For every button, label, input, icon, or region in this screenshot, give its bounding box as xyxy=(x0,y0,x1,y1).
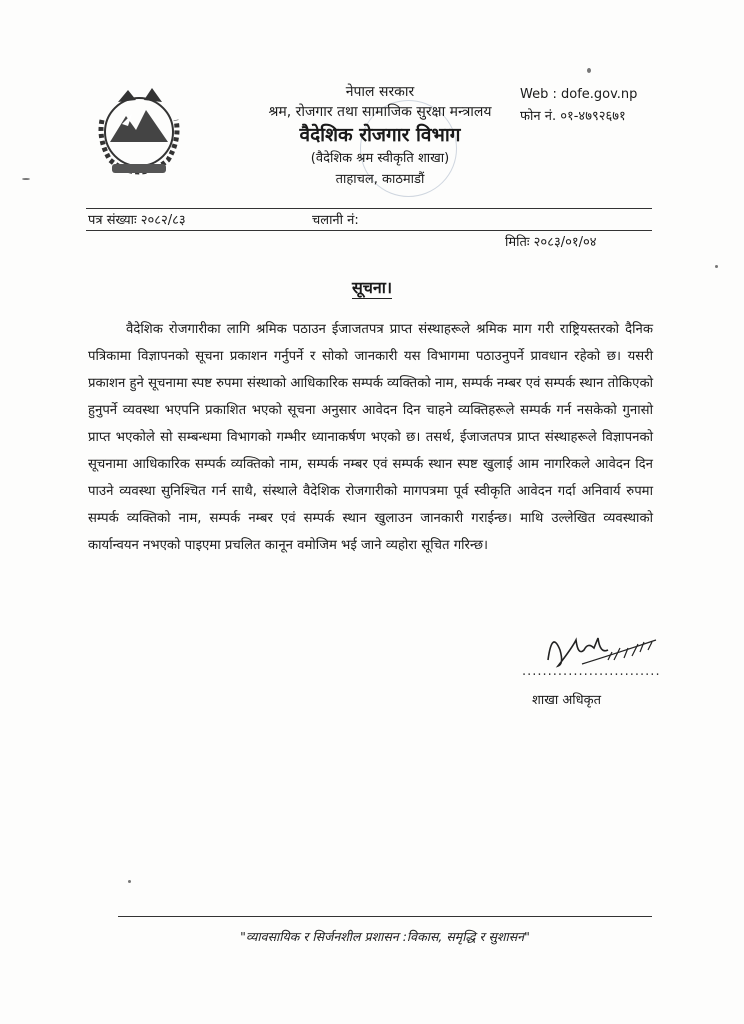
letter-number: पत्र संख्याः २०८२/८३ xyxy=(88,213,186,228)
office-location: ताहाचल, काठमाडौं xyxy=(335,172,425,187)
department-name: वैदेशिक रोजगार विभाग xyxy=(299,124,461,146)
scan-speck xyxy=(22,178,30,180)
government-name: नेपाल सरकार xyxy=(345,84,415,100)
nepal-emblem-icon xyxy=(88,80,190,180)
reference-bar xyxy=(86,208,652,230)
scan-speck xyxy=(715,265,718,268)
branch-name: (वैदेशिक श्रम स्वीकृति शाखा) xyxy=(310,151,450,166)
phone-number: फोन नं. ०१-४७९२६७१ xyxy=(520,109,626,124)
scan-speck xyxy=(587,68,591,73)
letterhead xyxy=(230,82,530,190)
contact-info xyxy=(520,84,720,128)
officer-title: शाखा अधिकृत xyxy=(532,693,602,708)
footer-divider xyxy=(118,916,652,917)
website: Web : dofe.gov.np xyxy=(520,87,638,102)
notice-title-wrap xyxy=(0,276,744,298)
signature-line: ........................... xyxy=(522,664,661,679)
dispatch-number: चलानी नं: xyxy=(312,213,359,228)
notice-title: सूचना। xyxy=(351,278,393,297)
letter-date: मितिः २०८३/०१/०४ xyxy=(505,235,597,250)
notice-body: वैदेशिक रोजगारीका लागि श्रमिक पठाउन ईजाजतपत्र प्राप्त संस्थाहरूले श्रमिक माग गरी राष्ट्रियस्तरको दैनिक पत्रिकामा विज्ञापनको सूचना प्रकाशन गर्नुपर्ने र सोको जानकारी यस विभागमा पठाउनुपर्ने प्रावधान रहेको छ। यसरी प्रकाशन हुने सूचनामा स्पष्ट रुपमा संस्थाको आधिकारिक सम्पर्क व्यक्तिको नाम, सम्पर्क नम्बर एवं सम्पर्क स्थान तोकिएको हुनुपर्ने व्यवस्था भएपनि प्रकाशित भएको सूचना अनुसार आवेदन दिन चाहने व्यक्तिहरूले सम्पर्क गर्न नसकेको गुनासो प्राप्त भएकोले सो सम्बन्धमा विभागको गम्भीर ध्यानाकर्षण भएको छ। तसर्थ, ईजाजतपत्र प्राप्त संस्थाहरूले विज्ञापनको सूचनामा आधिकारिक सम्पर्क व्यक्तिको नाम, सम्पर्क नम्बर एवं सम्पर्क स्थान स्पष्ट खुलाई आम नागरिकले आवेदन दिन पाउने व्यवस्था सुनिश्चित गर्न साथै, संस्थाले वैदेशिक रोजगारीको मागपत्रमा पूर्व स्वीकृति आवेदन गर्दा अनिवार्य रुपमा सम्पर्क व्यक्तिको नाम, सम्पर्क नम्बर एवं सम्पर्क स्थान खुलाउन जानकारी गराईन्छ। माथि उल्लेखित व्यवस्थाको कार्यान्वयन नभएको पाइएमा प्रचलित कानून वमोजिम भई जाने व्यहोरा सूचित गरिन्छ। xyxy=(88,322,653,553)
footer-motto: "व्यावसायिक र सिर्जनशील प्रशासन :विकास, समृद्धि र सुशासन" xyxy=(240,929,530,944)
divider-bottom xyxy=(86,230,652,231)
scan-speck xyxy=(128,880,131,883)
ministry-name: श्रम, रोजगार तथा सामाजिक सुरक्षा मन्त्रालय xyxy=(268,104,492,120)
divider-top xyxy=(86,208,652,209)
